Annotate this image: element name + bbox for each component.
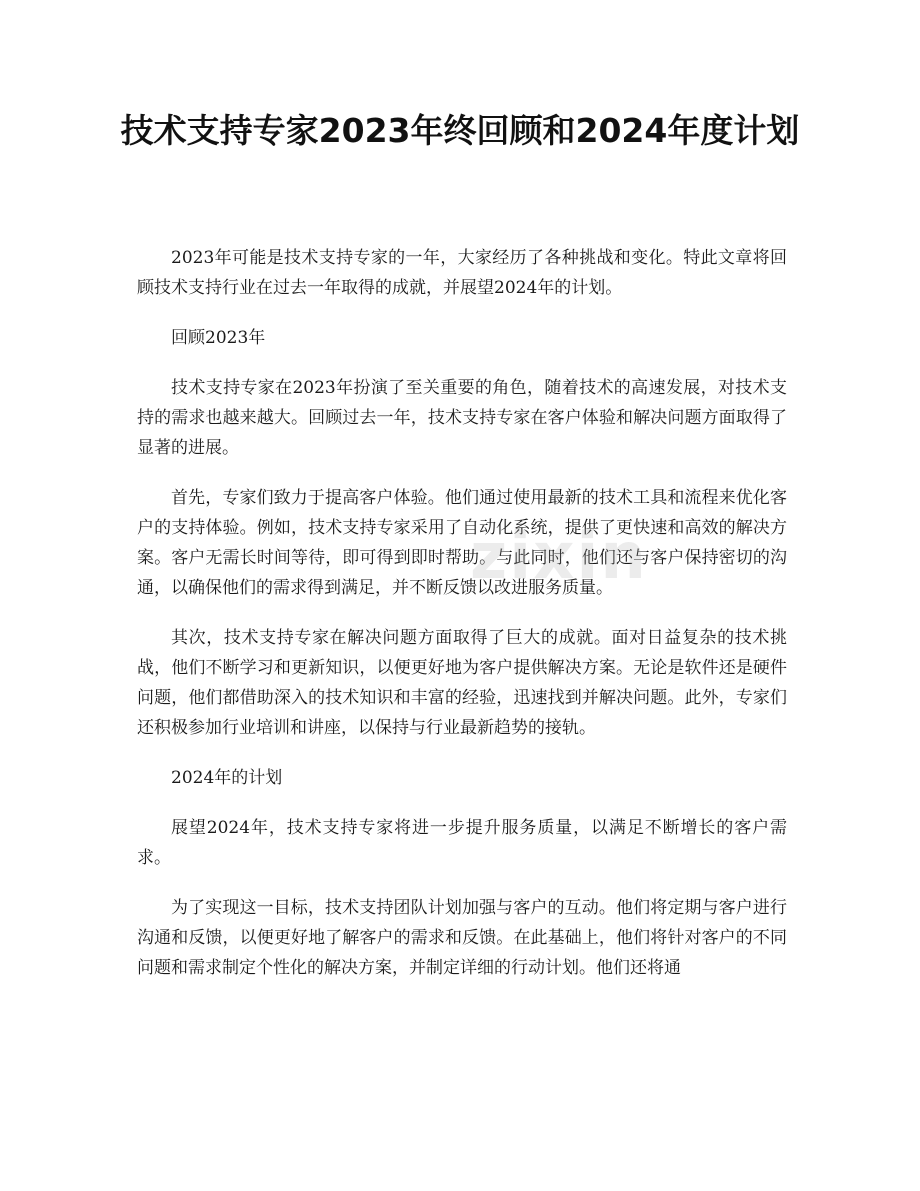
paragraph-review-overview: 技术支持专家在2023年扮演了至关重要的角色，随着技术的高速发展，对技术支持的需求也越来越大。回顾过去一年，技术支持专家在客户体验和解决问题方面取得了显著的进展。 — [137, 378, 787, 458]
section-heading-plan: 2024年的计划 — [171, 768, 283, 788]
document-title: 技术支持专家2023年终回顾和2024年度计划 — [120, 111, 800, 150]
section-heading-review: 回顾2023年 — [171, 328, 266, 348]
watermark-text: zixin — [470, 520, 648, 594]
paragraph-plan-outlook: 展望2024年，技术支持专家将进一步提升服务质量，以满足不断增长的客户需求。 — [137, 818, 787, 868]
document-body — [137, 243, 787, 1003]
paragraph-intro: 2023年可能是技术支持专家的一年，大家经历了各种挑战和变化。特此文章将回顾技术支持行业在过去一年取得的成就，并展望2024年的计划。 — [137, 248, 787, 298]
paragraph-problem-solving: 其次，技术支持专家在解决问题方面取得了巨大的成就。面对日益复杂的技术挑战，他们不断学习和更新知识，以便更好地为客户提供解决方案。无论是软件还是硬件问题，他们都借助深入的技术知识和丰富的经验，迅速找到并解决问题。此外，专家们还积极参加行业培训和讲座，以保持与行业最新趋势的接轨。 — [137, 628, 787, 738]
paragraph-plan-details: 为了实现这一目标，技术支持团队计划加强与客户的互动。他们将定期与客户进行沟通和反馈，以便更好地了解客户的需求和反馈。在此基础上，他们将针对客户的不同问题和需求制定个性化的解决方案，并制定详细的行动计划。他们还将通 — [137, 898, 787, 978]
paragraph-customer-experience: 首先，专家们致力于提高客户体验。他们通过使用最新的技术工具和流程来优化客户的支持体验。例如，技术支持专家采用了自动化系统，提供了更快速和高效的解决方案。客户无需长时间等待，即可得到即时帮助。与此同时，他们还与客户保持密切的沟通，以确保他们的需求得到满足，并不断反馈以改进服务质量。 — [137, 488, 787, 598]
